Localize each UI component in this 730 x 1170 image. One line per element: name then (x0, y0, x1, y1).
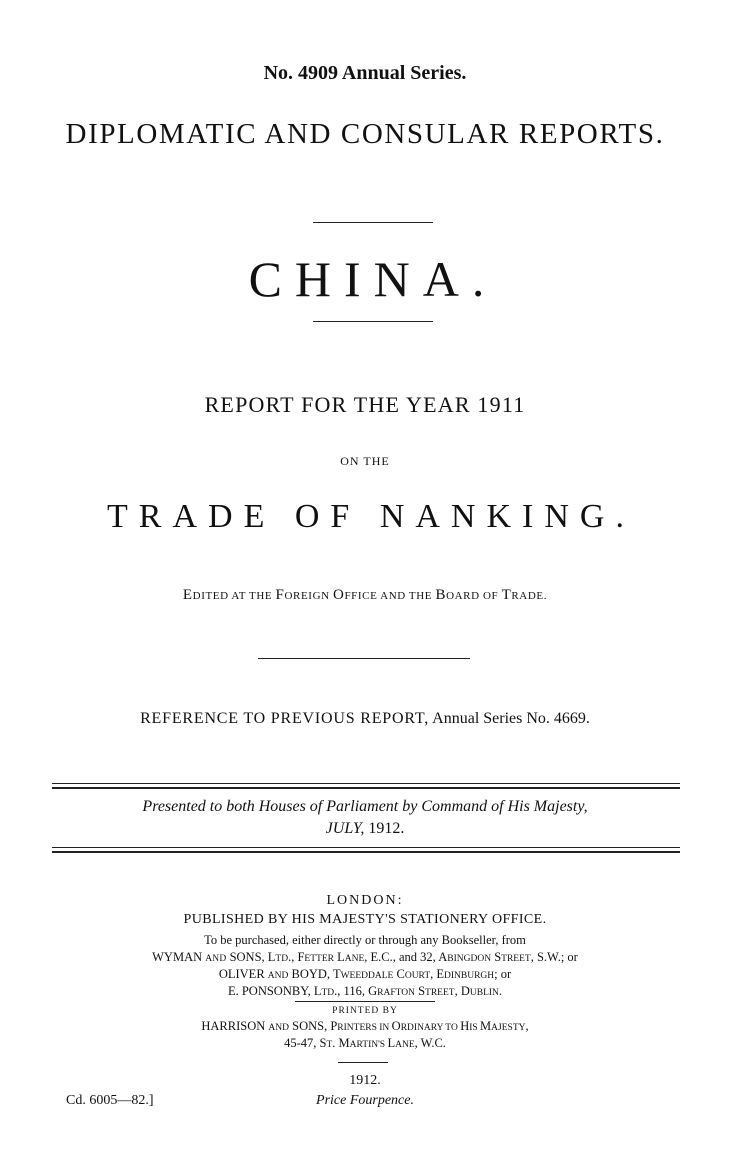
double-rule-top (52, 783, 680, 789)
report-year-line: REPORT FOR THE YEAR 1911 (204, 392, 526, 417)
imprint-harrison: HARRISON AND SONS, PRINTERS IN ORDINARY TO HIS MAJESTY, (201, 1019, 529, 1033)
presented-date: JULY, 1912. (325, 820, 405, 837)
collection-title: DIPLOMATIC AND CONSULAR REPORTS. (65, 118, 665, 150)
rule-year (338, 1062, 388, 1063)
command-paper-number: Cd. 6005—82.] (66, 1093, 154, 1108)
imprint-ponsonby: E. PONSONBY, LTD., 116, GRAFTON STREET, DUBLIN. (227, 984, 503, 998)
double-rule-bottom (52, 847, 680, 853)
imprint-city: LONDON: (326, 893, 404, 908)
imprint-address: 45-47, ST. MARTIN'S LANE, W.C. (284, 1036, 446, 1050)
country-title: CHINA. (248, 251, 498, 307)
report-subject: TRADE OF NANKING. (107, 498, 635, 535)
rule-imprint (295, 1001, 435, 1002)
edited-note: EDITED AT THE FOREIGN OFFICE AND THE BOARD OF TRADE. (182, 587, 548, 603)
presented-line: Presented to both Houses of Parliament by Command of His Majesty, (142, 798, 588, 815)
rule-below-country (313, 321, 433, 322)
printed-by-label: PRINTED BY (332, 1006, 398, 1016)
imprint-wyman: WYMAN AND SONS, LTD., FETTER LANE, E.C., and 32, ABINGDON STREET, S.W.; or (152, 950, 578, 964)
imprint-publisher: PUBLISHED BY HIS MAJESTY'S STATIONERY OFFICE. (183, 912, 547, 927)
imprint-year: 1912. (349, 1073, 381, 1088)
series-number: No. 4909 Annual Series. (263, 62, 467, 84)
rule-middle (258, 658, 470, 659)
previous-report-reference: REFERENCE TO PREVIOUS REPORT, Annual Series No. 4669. (140, 710, 590, 727)
rule-above-country (313, 222, 433, 223)
on-the-label: ON THE (340, 454, 390, 468)
imprint-oliver: OLIVER AND BOYD, TWEEDDALE COURT, EDINBURGH; or (218, 967, 512, 981)
imprint-purchase: To be purchased, either directly or through any Bookseller, from (204, 933, 526, 947)
price-line: Price Fourpence. (316, 1093, 414, 1108)
